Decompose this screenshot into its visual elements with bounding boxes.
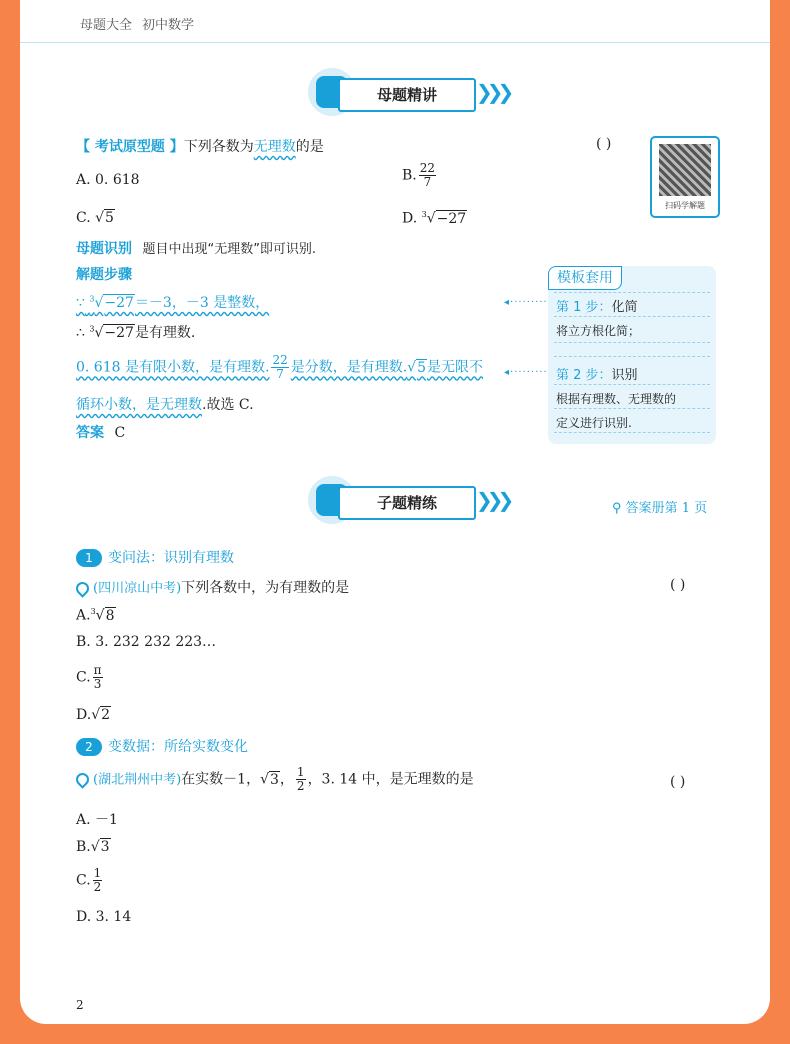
template-title: 模板套用	[548, 266, 622, 290]
main-question	[76, 136, 324, 156]
sub2-option-c: C. $\frac{1}{2}$	[76, 866, 102, 894]
stem-keyword: 无理数	[253, 139, 296, 155]
answer-label: 答案	[76, 425, 104, 441]
sub1-number: 1	[76, 549, 102, 567]
stem-text: 下列各数为	[183, 139, 254, 155]
identify-row	[76, 238, 316, 258]
sub2-number: 2	[76, 738, 102, 756]
location-pin-icon	[73, 579, 91, 597]
sub2-option-b: B.√3	[76, 839, 110, 855]
answer-value: C	[114, 425, 126, 441]
sub2-option-d: D. 3. 14	[76, 909, 132, 925]
step2-heading: 第 2 步：识别	[556, 368, 638, 383]
step-line-3: 0. 618 是有限小数，是有理数. $\frac{22}{7}$ 是分数，是有理数.√5是无限不	[76, 353, 484, 381]
book-title: 母题大全	[80, 18, 133, 33]
sub2-paren: ( )	[670, 774, 686, 790]
sub2-heading	[76, 736, 248, 756]
sub1-paren: ( )	[670, 577, 686, 593]
template-box	[548, 266, 716, 444]
page	[20, 0, 770, 1024]
sub1-heading	[76, 547, 234, 567]
section-banner-practice	[308, 480, 508, 520]
option-b: B. $\frac{22}{7}$	[402, 161, 436, 189]
step-line-1: ∵ $^3$√−27＝－3，－3 是整数，	[76, 294, 270, 311]
sub1-option-a: A.$^3$√8	[76, 607, 115, 624]
step-line-4: 循环小数，是无理数.故选 C.	[76, 397, 254, 413]
key-icon: ⚲	[612, 501, 622, 516]
identify-label: 母题识别	[76, 241, 132, 257]
page-header	[20, 0, 770, 43]
sub2-option-a: A. －1	[76, 812, 118, 828]
section-title: 母题精讲	[338, 78, 476, 112]
exam-tag: 【 考试原型题 】	[76, 139, 184, 155]
option-a: A. 0. 618	[76, 172, 140, 188]
section-title-practice: 子题精练	[338, 486, 476, 520]
sub1-option-c: C. $\frac{\pi}{3}$	[76, 663, 102, 691]
step2-text-1: 根据有理数、无理数的	[556, 392, 677, 406]
steps-label: 解题步骤	[76, 267, 132, 283]
sub1-option-b: B. 3. 232 232 223…	[76, 634, 217, 650]
page-number: 2	[76, 998, 84, 1012]
sub2-title: 变数据：所给实数变化	[108, 739, 248, 755]
answer-book-ref[interactable]: ⚲ 答案册第 1 页	[612, 501, 708, 516]
answer-paren: ( )	[596, 136, 612, 152]
option-c: C. √5	[76, 210, 114, 226]
step1-text: 将立方根化简；	[556, 324, 641, 338]
qr-code[interactable]	[650, 136, 720, 218]
answer-row	[76, 422, 125, 442]
step2-text-2: 定义进行识别.	[556, 416, 632, 430]
stem-text-end: 的是	[295, 139, 324, 155]
step-line-2: ∴ $^3$√−27是有理数.	[76, 324, 196, 341]
sub1-option-d: D.√2	[76, 707, 111, 723]
pointer-arrow-2: ◂·········	[504, 367, 548, 378]
sub1-stem: (四川凉山中考)下列各数中，为有理数的是	[76, 577, 349, 597]
sub1-title: 变问法：识别有理数	[108, 550, 234, 566]
pointer-arrow-1: ◂·········	[504, 297, 548, 308]
qr-label: 扫码学解题	[665, 201, 705, 210]
qr-pattern	[659, 144, 711, 196]
chevrons-icon: ❯❯❯	[476, 80, 509, 104]
location-pin-icon-2	[73, 770, 91, 788]
step1-heading: 第 1 步：化简	[556, 300, 638, 315]
option-d: D. $^3$√−27	[402, 210, 467, 227]
chevrons-icon-2: ❯❯❯	[476, 488, 509, 512]
sub2-stem: (湖北荆州中考)在实数－1，√3， $\frac{1}{2}$ ，3. 14 中，是无理数的是	[76, 766, 474, 793]
section-banner-main	[308, 72, 508, 112]
subject-title: 初中数学	[142, 18, 195, 33]
identify-text: 题目中出现“无理数”即可识别.	[142, 242, 317, 257]
